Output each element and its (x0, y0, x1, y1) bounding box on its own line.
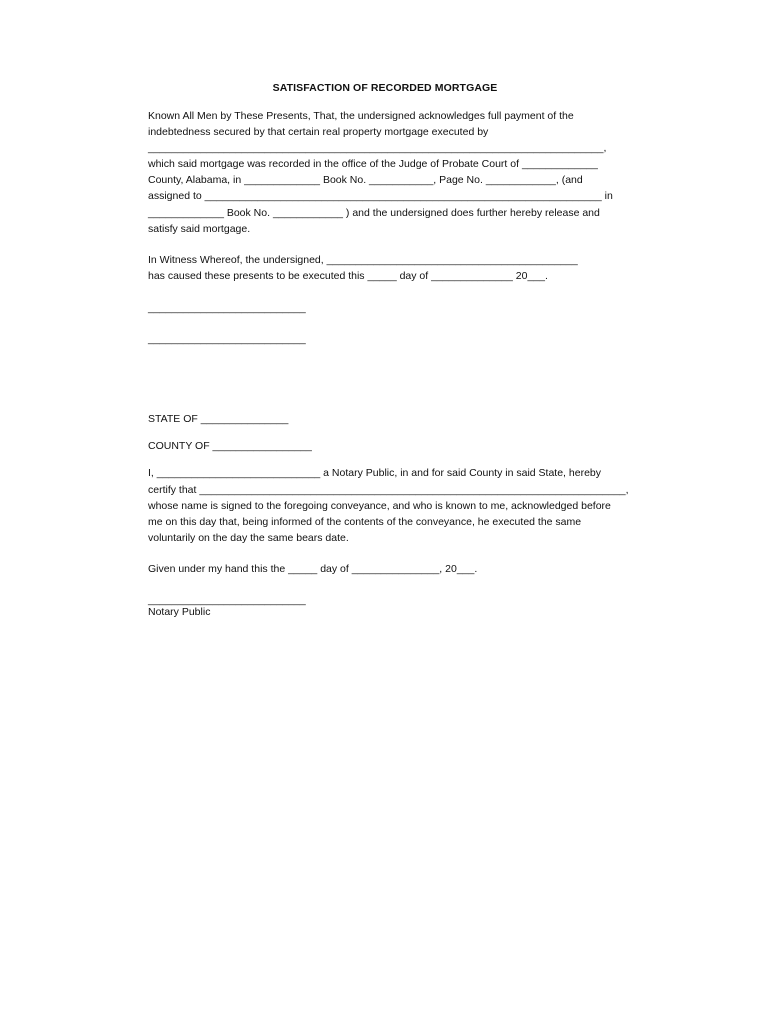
signature-line: ___________________________ (148, 333, 306, 345)
state-line: STATE OF _______________ (148, 413, 289, 425)
para1-line: satisfy said mortgage. (148, 223, 251, 235)
notary-para-line: whose name is signed to the foregoing conveyance, and who is known to me, acknowledged before (148, 500, 611, 512)
para1-line: County, Alabama, in _____________ Book No. ___________, Page No. ____________, (and (148, 174, 583, 186)
county-line: COUNTY OF _________________ (148, 440, 312, 452)
para1-line: ______________________________________________________________________________, (148, 142, 607, 154)
witness-line: In Witness Whereof, the undersigned, ___________________________________________ (148, 254, 578, 266)
given-under-hand-line: Given under my hand this the _____ day of _______________, 20___. (148, 563, 478, 575)
notary-signature-line: ___________________________ (148, 594, 306, 606)
notary-para-line: voluntarily on the day the same bears date. (148, 532, 349, 544)
notary-para-line: me on this day that, being informed of the contents of the conveyance, he executed the same (148, 516, 582, 528)
para1-line: indebtedness secured by that certain real property mortgage executed by (148, 126, 489, 138)
notary-public-label: Notary Public (148, 606, 211, 618)
notary-para-line: certify that _________________________________________________________________________, (148, 484, 629, 496)
para1-line: which said mortgage was recorded in the office of the Judge of Probate Court of _____________ (148, 158, 598, 170)
para1-line: _____________ Book No. ____________ ) and the undersigned does further hereby release and (148, 207, 600, 219)
notary-para-line: I, ____________________________ a Notary Public, in and for said County in said State, hereby (148, 467, 601, 479)
signature-line: ___________________________ (148, 302, 306, 314)
document-title: SATISFACTION OF RECORDED MORTGAGE (272, 82, 498, 94)
para1-line: assigned to ____________________________________________________________________ in (148, 190, 613, 202)
para1-line: Known All Men by These Presents, That, the undersigned acknowledges full payment of the (148, 110, 574, 122)
witness-line: has caused these presents to be executed this _____ day of ______________ 20___. (148, 270, 548, 282)
